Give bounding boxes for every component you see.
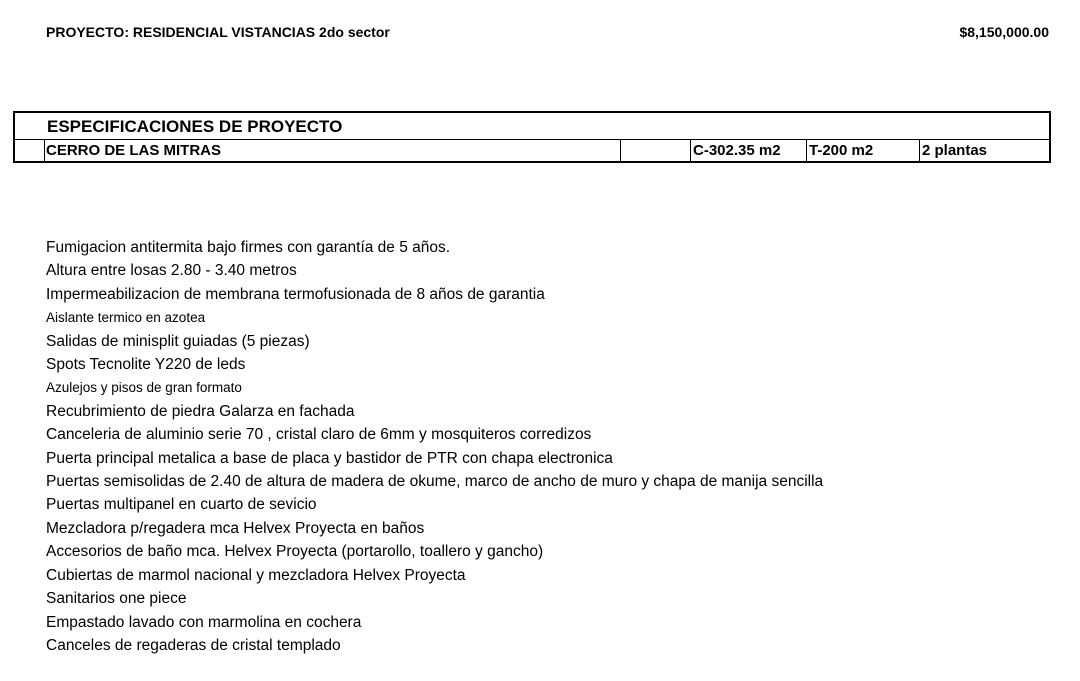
feature-item: Cubiertas de marmol nacional y mezcladora Helvex Proyecta xyxy=(46,566,466,584)
feature-item: Puertas multipanel en cuarto de sevicio xyxy=(46,496,317,514)
location-cell: CERRO DE LAS MITRAS xyxy=(15,140,620,163)
feature-item: Azulejos y pisos de gran formato xyxy=(46,380,242,396)
feature-item: Aislante termico en azotea xyxy=(46,310,206,326)
specifications-header: ESPECIFICACIONES DE PROYECTO xyxy=(15,113,1049,140)
project-title: PROYECTO: RESIDENCIAL VISTANCIAS 2do sector xyxy=(46,24,390,40)
feature-item: Sanitarios one piece xyxy=(46,590,187,608)
feature-item: Mezcladora p/regadera mca Helvex Proyecta en baños xyxy=(46,519,425,537)
construction-area-cell: C-302.35 m2 xyxy=(690,140,806,163)
feature-item: Empastado lavado con marmolina en cochera xyxy=(46,613,362,631)
empty-cell xyxy=(620,140,690,163)
feature-item: Puerta principal metalica a base de placa y bastidor de PTR con chapa electronica xyxy=(46,449,613,467)
feature-item: Fumigacion antitermita bajo firmes con garantía de 5 años. xyxy=(46,239,451,256)
feature-item: Spots Tecnolite Y220 de leds xyxy=(46,356,246,374)
feature-item: Salidas de minisplit guiadas (5 piezas) xyxy=(46,332,310,350)
specifications-row xyxy=(15,140,1049,163)
feature-item: Canceles de regaderas de cristal templado xyxy=(46,636,341,654)
feature-item: Canceleria de aluminio serie 70 , cristal claro de 6mm y mosquiteros corredizos xyxy=(46,426,592,444)
floors-cell: 2 plantas xyxy=(919,140,1049,163)
feature-item: Recubrimiento de piedra Galarza en fachada xyxy=(46,402,355,420)
feature-item: Accesorios de baño mca. Helvex Proyecta (portarollo, toallero y gancho) xyxy=(46,543,544,561)
feature-item: Impermeabilizacion de membrana termofusionada de 8 años de garantia xyxy=(46,285,545,303)
specifications-table xyxy=(13,111,1051,163)
feature-item: Puertas semisolidas de 2.40 de altura de madera de okume, marco de ancho de muro y chapa de manija sencilla xyxy=(46,473,824,491)
project-price: $8,150,000.00 xyxy=(959,24,1049,40)
features-list xyxy=(46,236,823,657)
feature-item: Altura entre losas 2.80 - 3.40 metros xyxy=(46,262,297,280)
terrain-area-cell: T-200 m2 xyxy=(806,140,919,163)
